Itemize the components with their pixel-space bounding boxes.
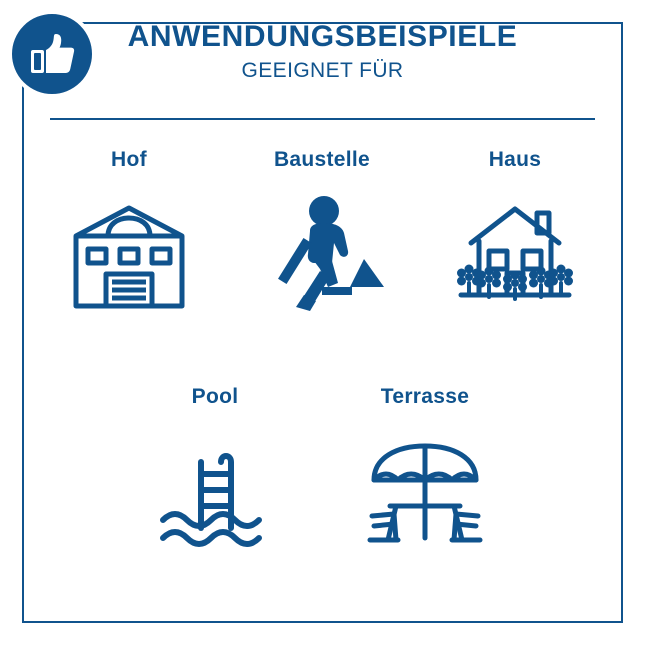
thumbs-up-icon: [26, 28, 78, 80]
example-label: Terrasse: [380, 385, 470, 408]
example-label: Pool: [191, 385, 239, 408]
examples-row-bottom: [110, 385, 530, 563]
header-divider: [50, 118, 595, 120]
construction-worker-digging-icon: [226, 186, 419, 326]
example-item-haus: [419, 148, 612, 326]
page-subtitle: GEEIGNET FÜR: [241, 59, 404, 82]
thumbs-up-badge: [8, 10, 96, 98]
example-item-terrasse: [320, 385, 530, 563]
example-item-hof: [33, 148, 226, 326]
swimming-pool-ladder-icon: [110, 423, 320, 563]
header: [24, 20, 621, 83]
example-label: Baustelle: [273, 148, 371, 171]
barn-icon: [33, 186, 226, 326]
example-label: Haus: [488, 148, 542, 171]
examples-row-top: [32, 148, 612, 326]
example-label: Hof: [111, 148, 147, 171]
patio-table-umbrella-icon: [320, 423, 530, 563]
example-item-pool: [110, 385, 320, 563]
house-with-flowers-icon: [419, 186, 612, 326]
page-title: ANWENDUNGSBEISPIELE: [127, 20, 518, 53]
example-item-baustelle: [226, 148, 419, 326]
